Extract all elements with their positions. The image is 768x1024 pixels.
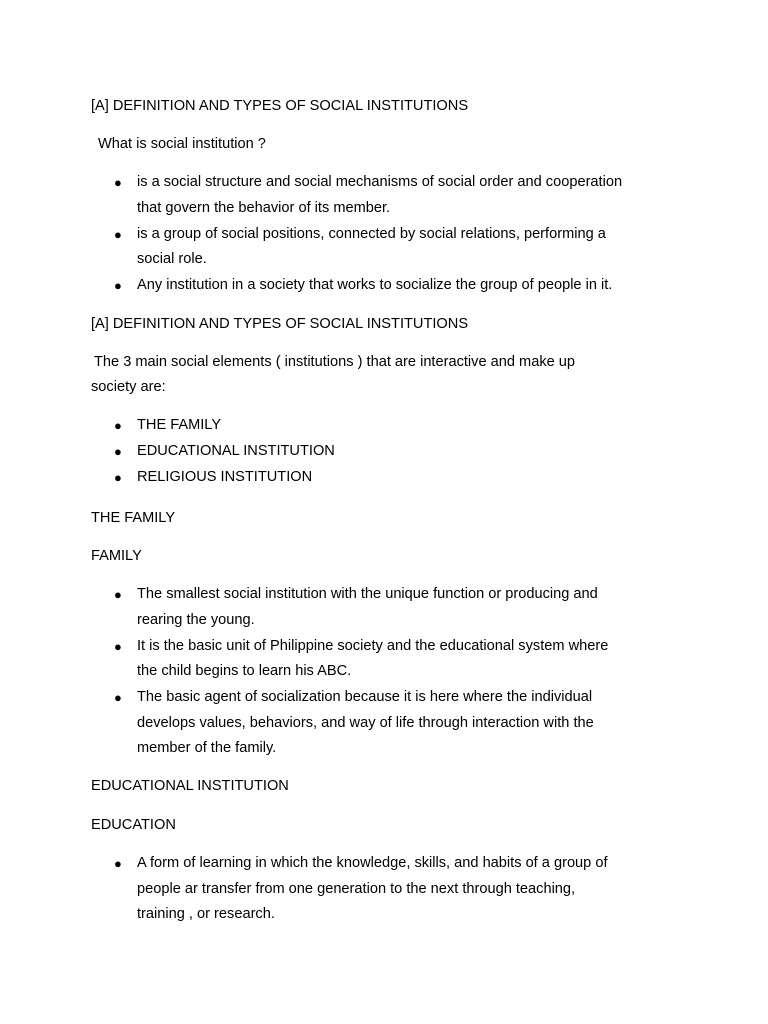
- education-list: [114, 851, 608, 928]
- list-item-line: social role.: [137, 251, 207, 267]
- definition-list: [114, 170, 622, 299]
- question-what-is-social-institution: What is social institution ?: [98, 136, 266, 152]
- family-list: [114, 582, 608, 762]
- list-item: [114, 222, 622, 273]
- bullet-icon: ●: [114, 226, 122, 242]
- elements-list: [114, 413, 335, 491]
- list-item-line: the child begins to learn his ABC.: [137, 663, 352, 679]
- list-item-line: is a social structure and social mechanisms of social order and cooperation: [137, 174, 623, 190]
- section-title-educational-institution: EDUCATIONAL INSTITUTION: [91, 778, 289, 794]
- section-title-the-family: THE FAMILY: [91, 510, 176, 526]
- intro-text-line-2: society are:: [91, 379, 166, 395]
- subtitle-family: FAMILY: [91, 548, 142, 564]
- bullet-icon: ●: [114, 418, 122, 433]
- bullet-icon: ●: [114, 856, 122, 871]
- list-item-line: EDUCATIONAL INSTITUTION: [137, 443, 335, 459]
- list-item-line: It is the basic unit of Philippine society and the educational system where: [137, 637, 609, 654]
- list-item: [114, 582, 608, 633]
- list-item-line: member of the family.: [137, 740, 277, 756]
- bullet-icon: ●: [114, 444, 122, 459]
- list-item: [114, 634, 608, 685]
- list-item: [114, 273, 622, 299]
- bullet-icon: ●: [114, 175, 122, 190]
- list-item-line: RELIGIOUS INSTITUTION: [137, 469, 313, 485]
- list-item-line: that govern the behavior of its member.: [137, 199, 391, 216]
- bullet-icon: ●: [114, 690, 122, 705]
- bullet-icon: ●: [114, 278, 122, 293]
- intro-text-line-1: The 3 main social elements ( institutions ) that are interactive and make up: [94, 354, 576, 370]
- list-item: [114, 170, 622, 221]
- list-item-line: develops values, behaviors, and way of life through interaction with the: [137, 714, 594, 731]
- bullet-icon: ●: [114, 587, 122, 602]
- list-item-line: Any institution in a society that works to socialize the group of people in it.: [137, 277, 613, 293]
- list-item-line: The smallest social institution with the unique function or producing and: [137, 586, 598, 602]
- list-item-line: is a group of social positions, connected by social relations, performing a: [137, 225, 606, 242]
- subtitle-education: EDUCATION: [91, 817, 176, 833]
- list-item: [114, 439, 335, 465]
- list-item: [114, 685, 608, 762]
- bullet-icon: ●: [114, 638, 122, 654]
- list-item-line: THE FAMILY: [137, 417, 222, 433]
- list-item: [114, 413, 335, 439]
- list-item-line: training , or research.: [137, 906, 275, 922]
- list-item: [114, 465, 335, 491]
- list-item: [114, 851, 608, 928]
- heading-definition-types-repeat: [A] DEFINITION AND TYPES OF SOCIAL INSTITUTIONS: [91, 316, 469, 332]
- list-item-line: The basic agent of socialization because it is here where the individual: [137, 689, 593, 705]
- bullet-icon: ●: [114, 470, 122, 485]
- list-item-line: A form of learning in which the knowledge, skills, and habits of a group of: [137, 855, 608, 871]
- list-item-line: rearing the young.: [137, 611, 255, 628]
- list-item-line: people ar transfer from one generation to the next through teaching,: [137, 880, 576, 897]
- heading-definition-types: [A] DEFINITION AND TYPES OF SOCIAL INSTITUTIONS: [91, 98, 469, 114]
